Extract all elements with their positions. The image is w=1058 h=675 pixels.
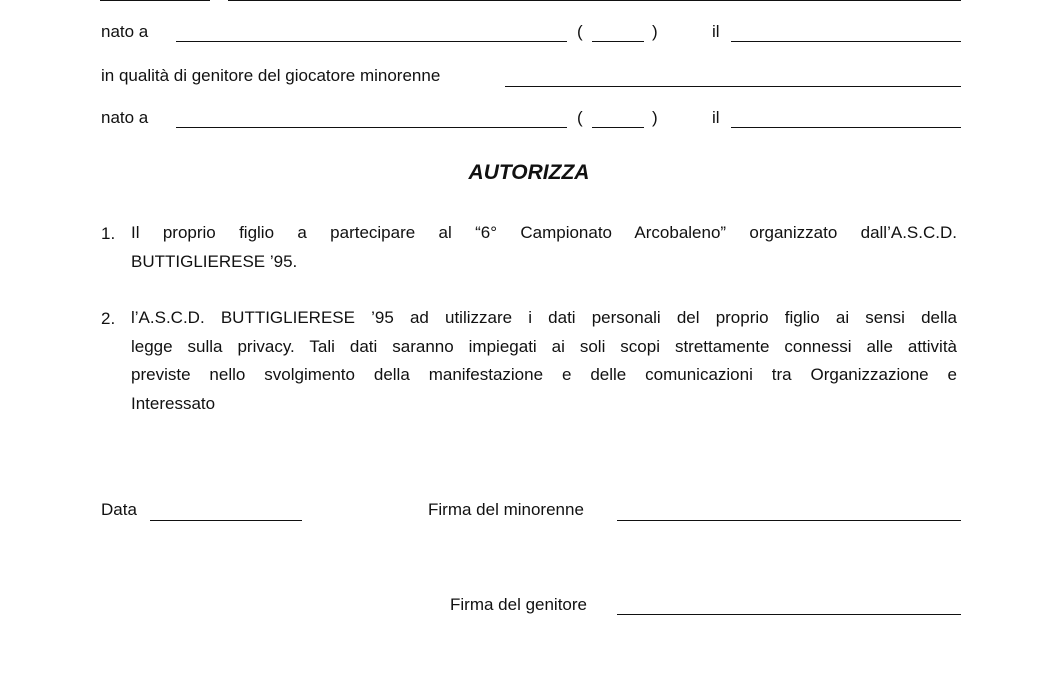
date-field[interactable] bbox=[150, 520, 302, 521]
item-2-line-2: legge sulla privacy. Tali dati saranno impiegati ai soli scopi strettamente connessi alle attività bbox=[131, 336, 957, 356]
top-field-line-left bbox=[100, 0, 210, 1]
birthplace-field-2[interactable] bbox=[176, 127, 567, 128]
parent-role-label: in qualità di genitore del giocatore minorenne bbox=[101, 66, 441, 85]
province-field-1[interactable] bbox=[592, 41, 644, 42]
parent-signature-label: Firma del genitore bbox=[450, 595, 588, 614]
birthdate-field-1[interactable] bbox=[731, 41, 961, 42]
province-field-2[interactable] bbox=[592, 127, 644, 128]
open-paren-1: ( bbox=[577, 22, 583, 41]
item-2-line-4: Interessato bbox=[131, 393, 216, 413]
item-1-line-2: BUTTIGLIERESE ’95. bbox=[131, 251, 298, 271]
top-field-line[interactable] bbox=[228, 0, 961, 1]
item-2-number: 2. bbox=[101, 309, 116, 328]
item-2-text bbox=[131, 304, 957, 418]
close-paren-2: ) bbox=[652, 108, 658, 127]
item-2-line-1: l’A.S.C.D. BUTTIGLIERESE ’95 ad utilizzare i dati personali del proprio figlio ai sensi della bbox=[131, 308, 957, 327]
il-label-1: il bbox=[712, 22, 720, 41]
minor-signature-label: Firma del minorenne bbox=[428, 500, 584, 519]
minor-signature-field[interactable] bbox=[617, 520, 961, 521]
item-1-text bbox=[131, 219, 957, 276]
item-1-line-1: Il proprio figlio a partecipare al “6° Campionato Arcobaleno” organizzato dall’A.S.C.D. bbox=[131, 223, 957, 242]
open-paren-2: ( bbox=[577, 108, 583, 127]
parent-signature-field[interactable] bbox=[617, 614, 961, 615]
born-at-label-2: nato a bbox=[101, 108, 149, 127]
close-paren-1: ) bbox=[652, 22, 658, 41]
minor-name-field[interactable] bbox=[505, 86, 961, 87]
il-label-2: il bbox=[712, 108, 720, 127]
authorizes-heading: AUTORIZZA bbox=[468, 161, 590, 184]
birthdate-field-2[interactable] bbox=[731, 127, 961, 128]
date-label: Data bbox=[101, 500, 137, 519]
born-at-label-1: nato a bbox=[101, 22, 149, 41]
item-1-number: 1. bbox=[101, 224, 116, 243]
birthplace-field-1[interactable] bbox=[176, 41, 567, 42]
item-2-line-3: previste nello svolgimento della manifestazione e delle comunicazioni tra Organizzazione e bbox=[131, 365, 957, 384]
